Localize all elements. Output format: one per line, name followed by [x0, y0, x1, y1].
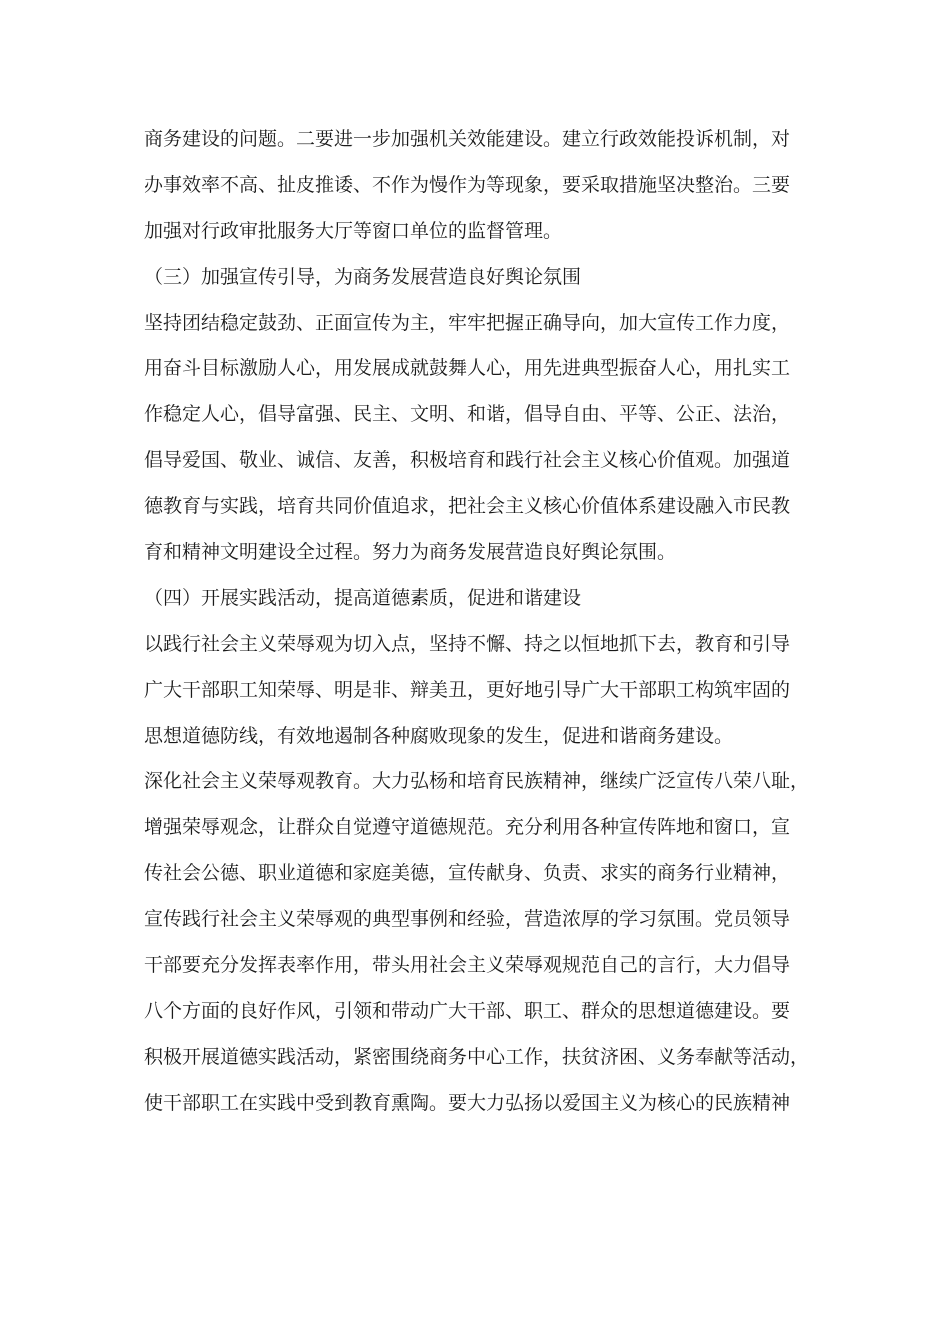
- text-line: 以践行社会主义荣辱观为切入点，坚持不懈、持之以恒地抓下去，教育和引导: [144, 632, 791, 655]
- text-line: 作稳定人心，倡导富强、民主、文明、和谐，倡导自由、平等、公正、法治，: [144, 403, 791, 426]
- text-line: 干部要充分发挥表率作用，带头用社会主义荣辱观规范自己的言行，大力倡导: [144, 954, 791, 977]
- text-line: 广大干部职工知荣辱、明是非、辩美丑，更好地引导广大干部职工构筑牢固的: [144, 678, 791, 701]
- text-line: 八个方面的良好作风，引领和带动广大干部、职工、群众的思想道德建设。要: [144, 999, 791, 1022]
- text-line: 使干部职工在实践中受到教育熏陶。要大力弘扬以爱国主义为核心的民族精神: [144, 1091, 791, 1114]
- text-line: 思想道德防线，有效地遏制各种腐败现象的发生，促进和谐商务建设。: [144, 724, 734, 747]
- text-line: 用奋斗目标激励人心，用发展成就鼓舞人心，用先进典型振奋人心，用扎实工: [144, 357, 791, 380]
- text-line: 办事效率不高、扯皮推诿、不作为慢作为等现象，要采取措施坚决整治。三要: [144, 173, 791, 196]
- section-heading-3: （三）加强宣传引导，为商务发展营造良好舆论氛围: [144, 265, 582, 288]
- text-line: 积极开展道德实践活动，紧密围绕商务中心工作，扶贫济困、义务奉献等活动，: [144, 1045, 810, 1068]
- text-line: 商务建设的问题。二要进一步加强机关效能建设。建立行政效能投诉机制，对: [144, 128, 791, 150]
- text-line: 坚持团结稳定鼓劲、正面宣传为主，牢牢把握正确导向，加大宣传工作力度，: [144, 311, 791, 334]
- text-line: 传社会公德、职业道德和家庭美德，宣传献身、负责、求实的商务行业精神，: [144, 862, 791, 885]
- text-line: 宣传践行社会主义荣辱观的典型事例和经验，营造浓厚的学习氛围。党员领导: [144, 908, 791, 931]
- body-text: [144, 117, 824, 1127]
- text-line: 德教育与实践，培育共同价值追求，把社会主义核心价值体系建设融入市民教: [144, 495, 791, 518]
- section-heading-4: （四）开展实践活动，提高道德素质，促进和谐建设: [144, 586, 582, 609]
- text-line: 增强荣辱观念，让群众自觉遵守道德规范。充分利用各种宣传阵地和窗口，宣: [144, 816, 791, 839]
- text-line: 育和精神文明建设全过程。努力为商务发展营造良好舆论氛围。: [144, 541, 677, 564]
- text-line: 加强对行政审批服务大厅等窗口单位的监督管理。: [144, 219, 563, 242]
- text-line: 倡导爱国、敬业、诚信、友善，积极培育和践行社会主义核心价值观。加强道: [144, 449, 791, 472]
- text-line: 深化社会主义荣辱观教育。大力弘杨和培育民族精神，继续广泛宣传八荣八耻，: [144, 770, 810, 793]
